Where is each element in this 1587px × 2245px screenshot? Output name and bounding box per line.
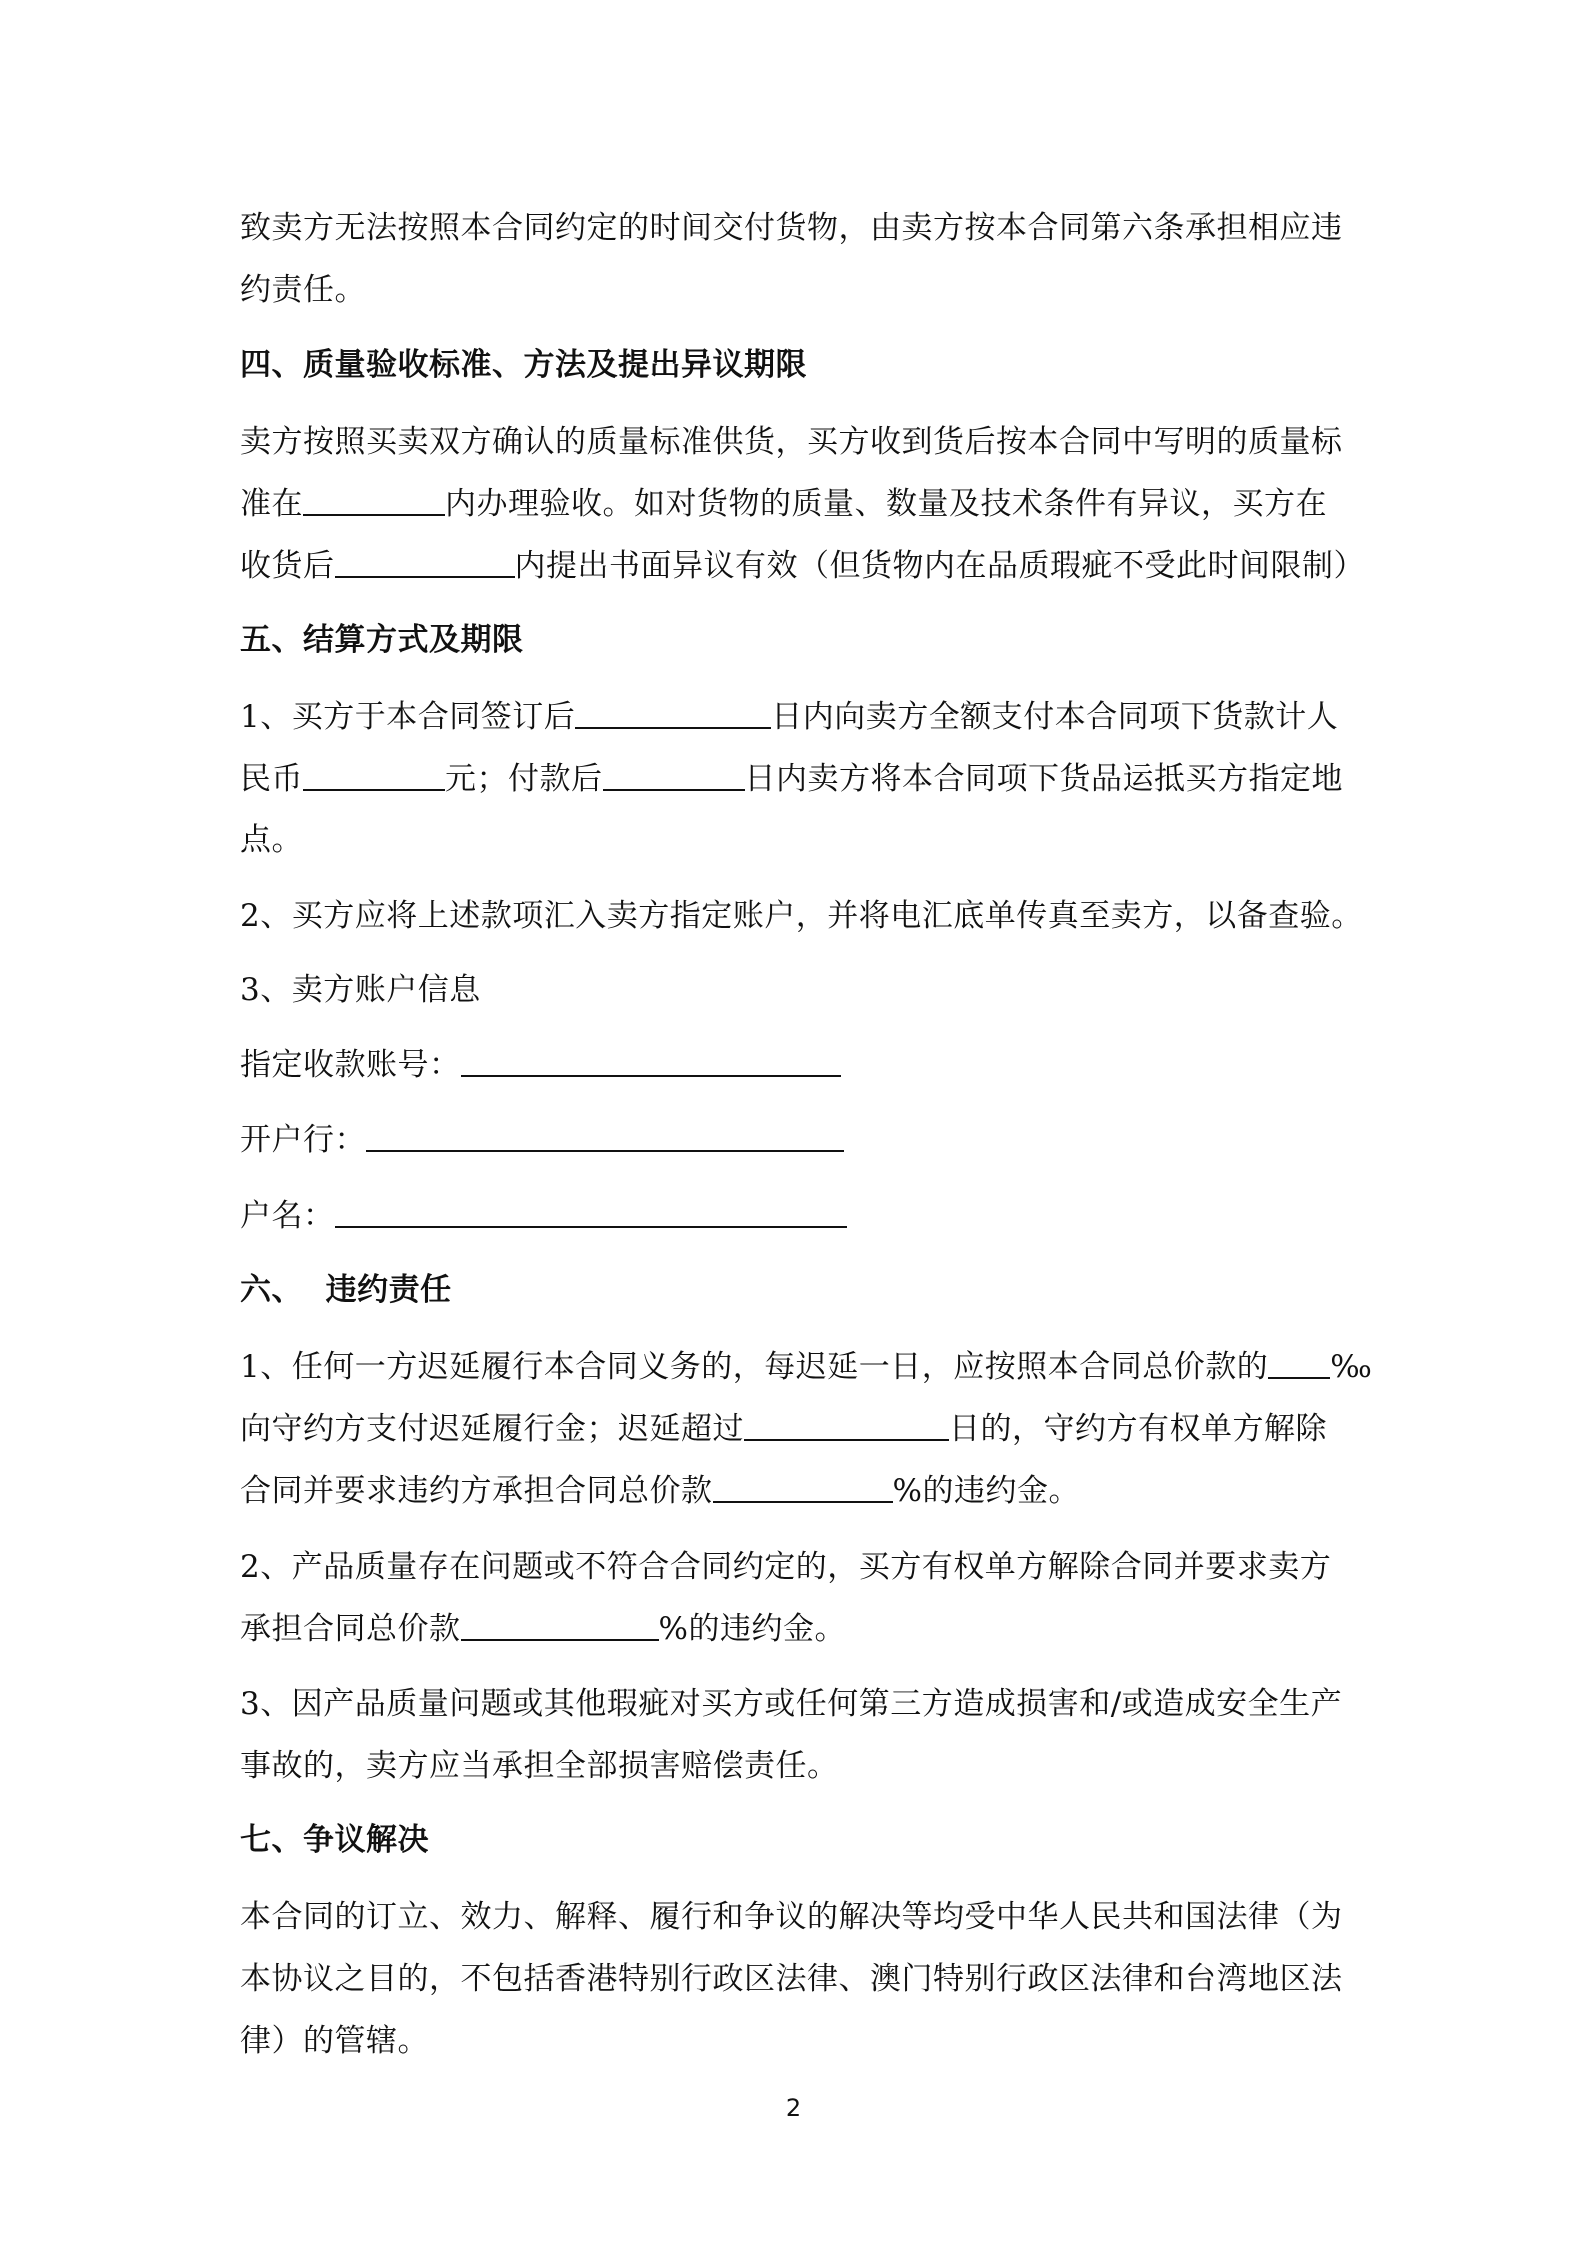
paragraph-line [240, 422, 1343, 462]
section-heading-7 [240, 1820, 429, 1860]
text: 约责任。 [240, 272, 366, 308]
paragraph-line [240, 208, 1343, 248]
paragraph-line [240, 2021, 429, 2061]
fill-blank[interactable] [335, 546, 515, 578]
field-label: 开户行： [240, 1122, 366, 1158]
paragraph-line [240, 1897, 1343, 1937]
fill-blank[interactable] [303, 484, 445, 516]
paragraph-line [240, 546, 1365, 586]
paragraph-line [240, 1746, 839, 1786]
text: 内办理验收。如对货物的质量、数量及技术条件有异议，买方在 [445, 486, 1327, 522]
paragraph-line [240, 484, 1327, 524]
text: 民币 [240, 761, 303, 797]
paragraph-line [240, 1347, 1372, 1387]
fill-blank[interactable] [575, 697, 771, 729]
text: 致卖方无法按照本合同约定的时间交付货物，由卖方按本合同第六条承担相应违 [240, 210, 1343, 246]
text: ‰ [1330, 1349, 1373, 1385]
paragraph-line [240, 896, 1363, 936]
text: 收货后 [240, 548, 335, 584]
paragraph-line [240, 1409, 1327, 1449]
text: 点。 [240, 822, 303, 858]
field-label: 户名： [240, 1198, 335, 1234]
heading-text: 四、质量验收标准、方法及提出异议期限 [240, 347, 807, 383]
field-label: 指定收款账号： [240, 1047, 461, 1083]
fill-blank[interactable] [744, 1409, 949, 1441]
account-name-blank[interactable] [335, 1196, 847, 1228]
account-name-line [240, 1196, 847, 1236]
bank-line [240, 1120, 844, 1160]
text: 日内卖方将本合同项下货品运抵买方指定地 [744, 761, 1343, 797]
paragraph-line [240, 697, 1338, 737]
text: 元；付款后 [445, 761, 603, 797]
text: 日内向卖方全额支付本合同项下货款计人 [771, 699, 1339, 735]
text: 卖方按照买卖双方确认的质量标准供货，买方收到货后按本合同中写明的质量标 [240, 424, 1343, 460]
text: 事故的，卖方应当承担全部损害赔偿责任。 [240, 1748, 839, 1784]
fill-blank[interactable] [603, 759, 745, 791]
text: %的违约金。 [658, 1611, 846, 1647]
paragraph-line [240, 759, 1343, 799]
fill-blank[interactable] [303, 759, 445, 791]
text: 1、买方于本合同签订后 [240, 699, 576, 735]
account-number-line [240, 1045, 841, 1085]
text: 2、产品质量存在问题或不符合合同约定的，买方有权单方解除合同并要求卖方 [240, 1549, 1332, 1585]
text: 内提出书面异议有效（但货物内在品质瑕疵不受此时间限制） [514, 548, 1365, 584]
paragraph-line [240, 1684, 1342, 1724]
text: 向守约方支付迟延履行金；迟延超过 [240, 1411, 744, 1447]
text: 本协议之目的，不包括香港特别行政区法律、澳门特别行政区法律和台湾地区法 [240, 1961, 1343, 1997]
paragraph-line [240, 820, 303, 860]
text: 3、卖方账户信息 [240, 972, 481, 1008]
fill-blank[interactable] [713, 1471, 893, 1503]
heading-text: 六、 违约责任 [240, 1272, 452, 1308]
section-heading-5 [240, 620, 524, 660]
bank-blank[interactable] [366, 1120, 844, 1152]
account-number-blank[interactable] [461, 1045, 841, 1077]
text: 准在 [240, 486, 303, 522]
text: %的违约金。 [892, 1473, 1080, 1509]
paragraph-line [240, 270, 366, 310]
paragraph-line [240, 1959, 1343, 1999]
heading-text: 五、结算方式及期限 [240, 622, 524, 658]
text: 律）的管辖。 [240, 2023, 429, 2059]
heading-text: 七、争议解决 [240, 1822, 429, 1858]
text: 日的，守约方有权单方解除 [949, 1411, 1327, 1447]
section-heading-4 [240, 345, 807, 385]
fill-blank[interactable] [461, 1609, 659, 1641]
text: 1、任何一方迟延履行本合同义务的，每迟延一日，应按照本合同总价款的 [240, 1349, 1269, 1385]
paragraph-line [240, 1609, 846, 1649]
page-number: 2 [785, 2094, 802, 2122]
text: 承担合同总价款 [240, 1611, 461, 1647]
paragraph-line [240, 970, 481, 1010]
section-heading-6 [240, 1270, 452, 1310]
paragraph-line [240, 1547, 1331, 1587]
text: 本合同的订立、效力、解释、履行和争议的解决等均受中华人民共和国法律（为 [240, 1899, 1343, 1935]
paragraph-line [240, 1471, 1080, 1511]
text: 2、买方应将上述款项汇入卖方指定账户，并将电汇底单传真至卖方，以备查验。 [240, 898, 1363, 934]
text: 3、因产品质量问题或其他瑕疵对买方或任何第三方造成损害和/或造成安全生产 [240, 1686, 1343, 1722]
text: 合同并要求违约方承担合同总价款 [240, 1473, 713, 1509]
fill-blank[interactable] [1268, 1347, 1330, 1379]
